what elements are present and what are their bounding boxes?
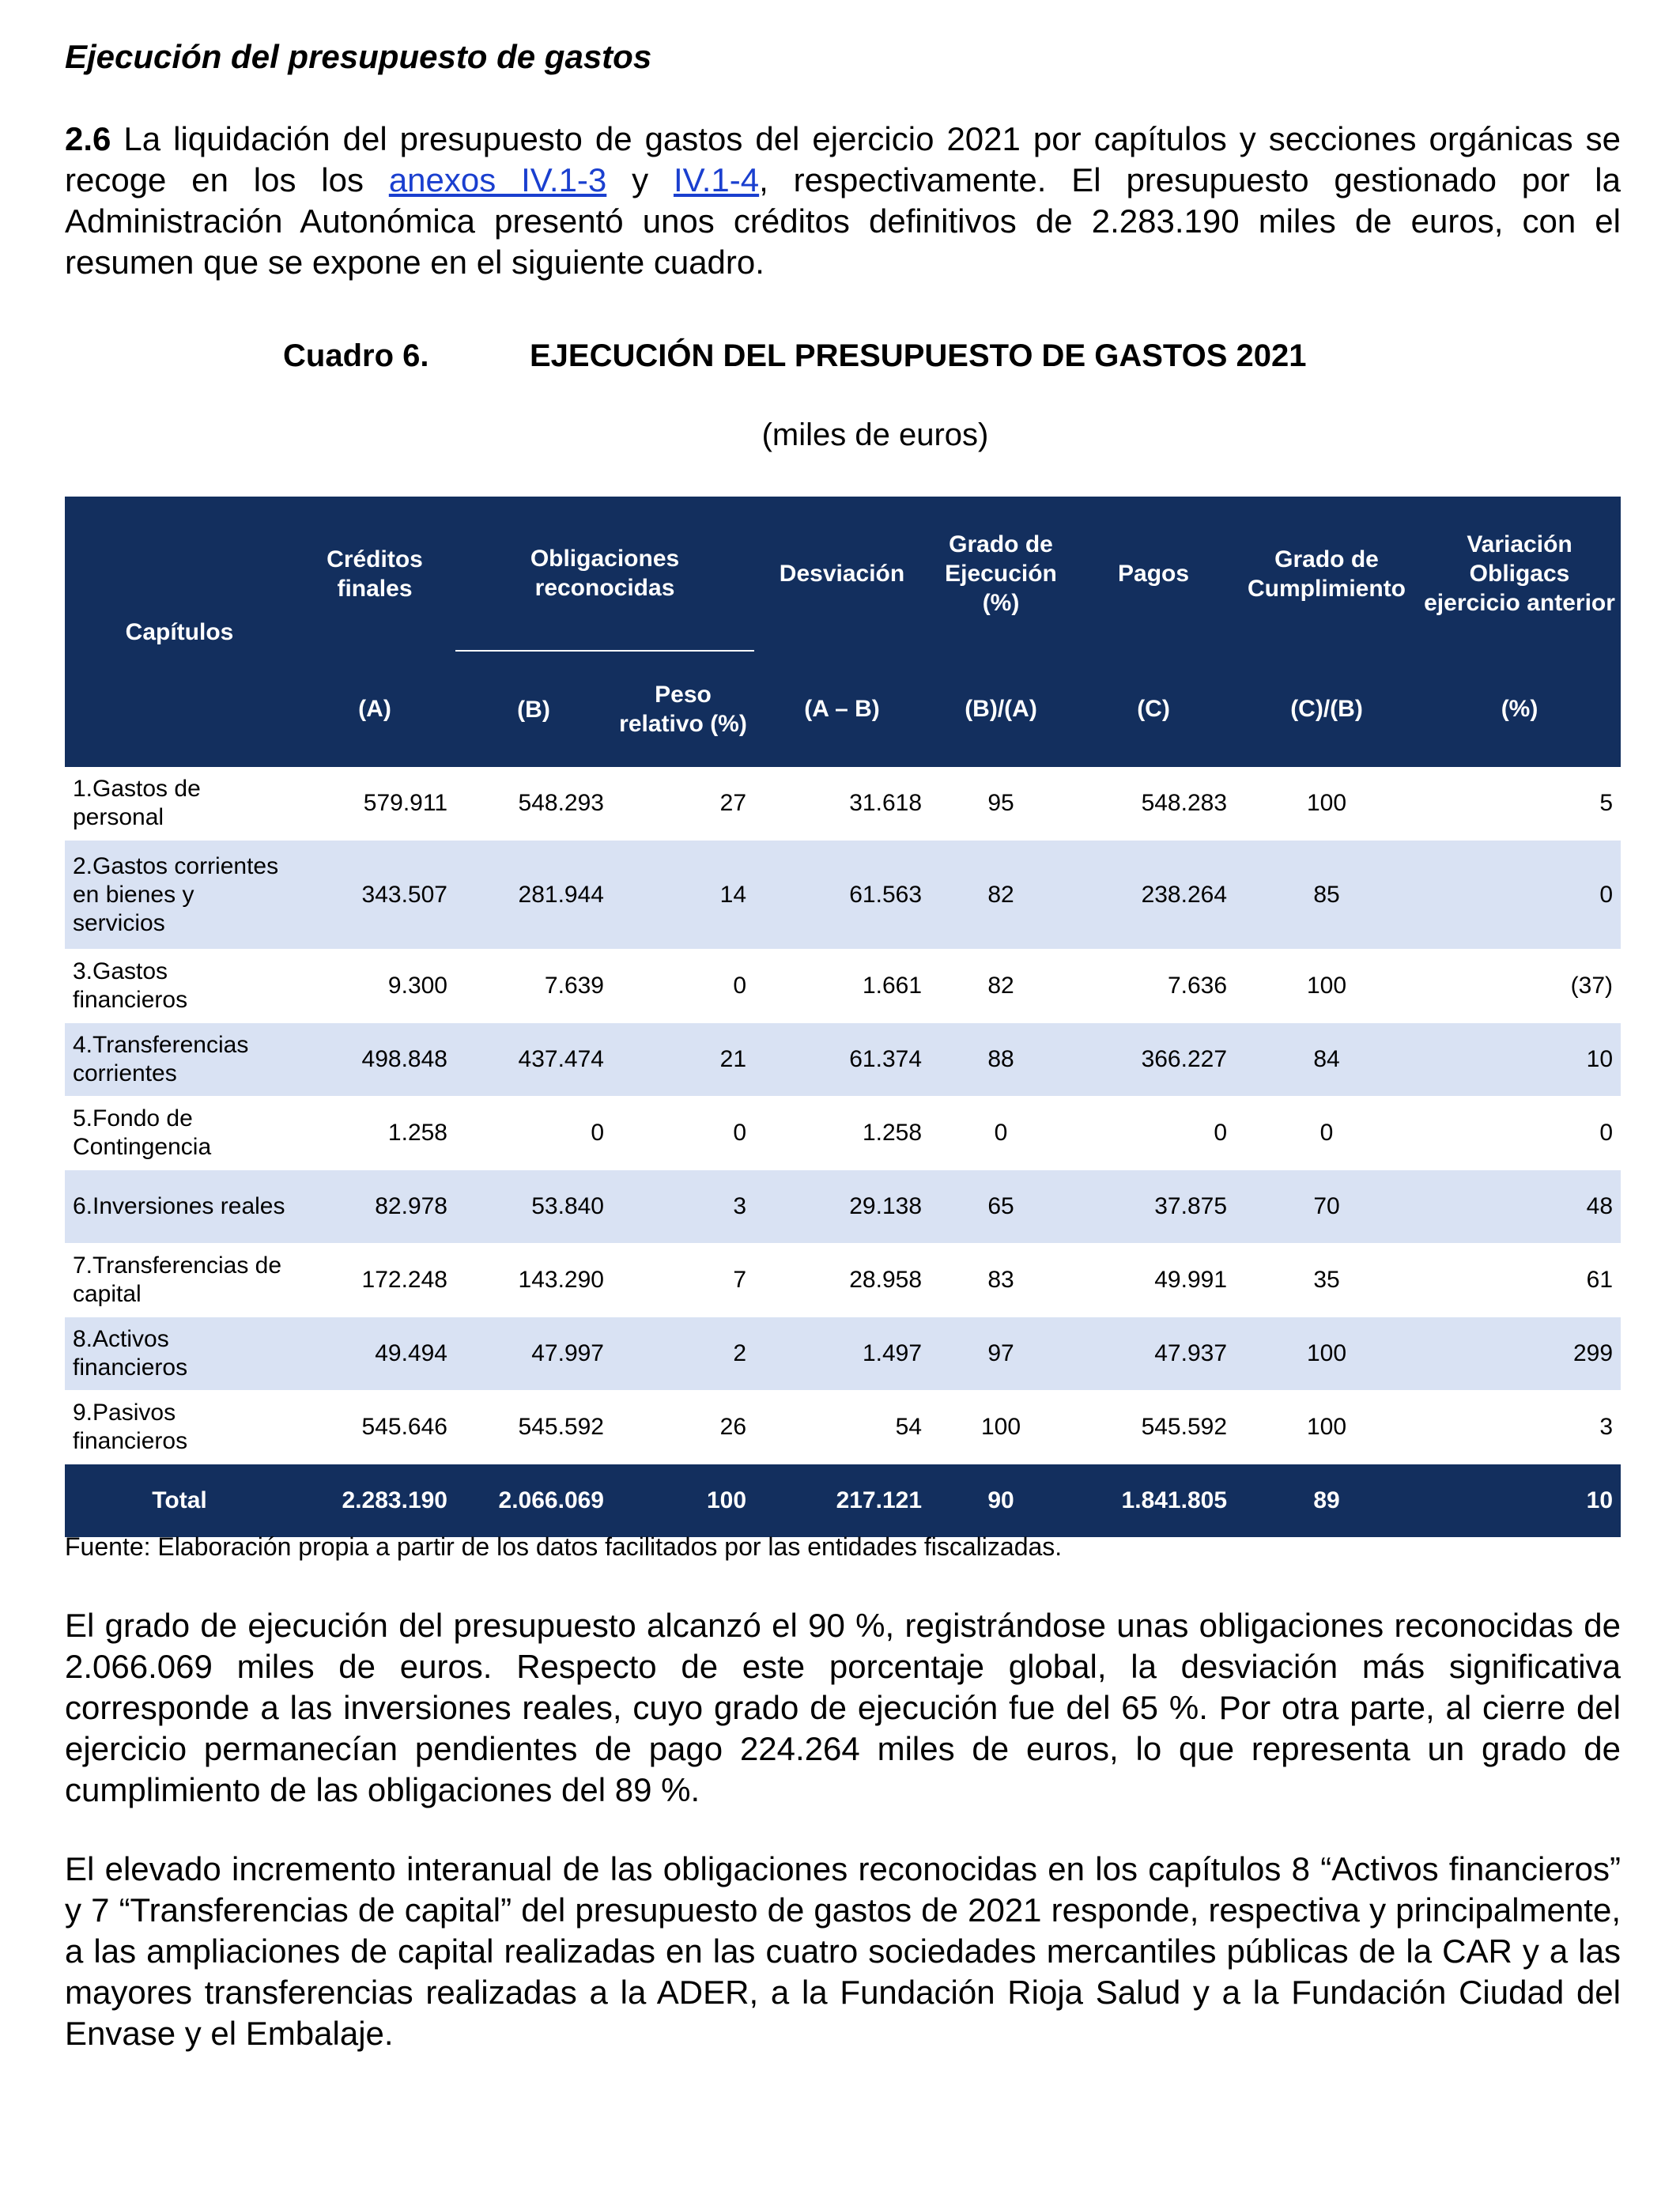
cell-grado-ejecucion: 95 (930, 767, 1072, 841)
section-heading: Ejecución del presupuesto de gastos (65, 38, 652, 75)
header-b: (B) (455, 651, 612, 767)
header-grado-ejecucion: Grado de Ejecución (%) (930, 497, 1072, 651)
header-grado-cumplimiento: Grado de Cumplimiento (1235, 497, 1418, 651)
paragraph-execution: El grado de ejecución del presupuesto alcanzó el 90 %, registrándose unas obligaciones reconocidas de 2.066.069 miles de euros. Respecto de este porcentaje global, la desviación más significativa corresponde a las inversiones reales, cuyo grado de ejecución fue del 65 %. Por otra parte, al cierre del ejercicio permanecían pendientes de pago 224.264 miles de euros, lo que representa un grado de cumplimiento de las obligaciones del 89 %. (65, 1607, 1621, 1808)
cell-grado-ejecucion: 65 (930, 1170, 1072, 1244)
cell-grado-ejecucion: 88 (930, 1023, 1072, 1097)
cell-desviacion: 1.258 (754, 1097, 930, 1170)
cell-grado-ejecucion: 97 (930, 1317, 1072, 1391)
cell-grado-cumplimiento: 35 (1235, 1244, 1418, 1317)
row-capitulo: 9.Pasivos financieros (65, 1391, 294, 1464)
cell-peso: 2 (612, 1317, 754, 1391)
header-desviacion: Desviación (754, 497, 930, 651)
cell-grado-cumplimiento: 100 (1235, 950, 1418, 1023)
cell-obligaciones: 437.474 (455, 1023, 612, 1097)
header-b-a: (B)/(A) (930, 651, 1072, 767)
total-grado-ejecucion: 90 (930, 1464, 1072, 1538)
paragraph-text-3: , respectivamente. El presupuesto gestionado por la Administración Autonómica presentó unos créditos definitivos de 2.283.190 miles de euros, con el resumen que se expone en el siguiente cuadro. (65, 161, 1621, 281)
cell-pagos: 0 (1072, 1097, 1235, 1170)
cell-grado-ejecucion: 100 (930, 1391, 1072, 1464)
paragraph-2-6 (65, 119, 1621, 283)
row-capitulo: 6.Inversiones reales (65, 1170, 294, 1244)
cell-grado-ejecucion: 82 (930, 950, 1072, 1023)
total-obligaciones: 2.066.069 (455, 1464, 612, 1538)
cell-pagos: 238.264 (1072, 841, 1235, 950)
cell-pagos: 47.937 (1072, 1317, 1235, 1391)
anexo-iv-1-4-link[interactable]: IV.1-4 (673, 161, 760, 198)
header-a: (A) (294, 651, 455, 767)
cell-obligaciones: 53.840 (455, 1170, 612, 1244)
header-pagos: Pagos (1072, 497, 1235, 651)
cell-grado-ejecucion: 83 (930, 1244, 1072, 1317)
cell-grado-cumplimiento: 100 (1235, 1391, 1418, 1464)
cell-peso: 0 (612, 950, 754, 1023)
cell-variacion: 3 (1418, 1391, 1621, 1464)
cell-desviacion: 28.958 (754, 1244, 930, 1317)
total-creditos: 2.283.190 (294, 1464, 455, 1538)
table-row (65, 767, 1621, 841)
cell-peso: 26 (612, 1391, 754, 1464)
header-variacion: Variación Obligacs ejercicio anterior (1418, 497, 1621, 651)
header-pct: (%) (1418, 651, 1621, 767)
header-c: (C) (1072, 651, 1235, 767)
cell-grado-cumplimiento: 85 (1235, 841, 1418, 950)
row-capitulo: 2.Gastos corrientes en bienes y servicios (65, 841, 294, 950)
row-capitulo: 4.Transferencias corrientes (65, 1023, 294, 1097)
total-label: Total (65, 1464, 294, 1538)
cell-pagos: 37.875 (1072, 1170, 1235, 1244)
total-desviacion: 217.121 (754, 1464, 930, 1538)
cell-creditos: 498.848 (294, 1023, 455, 1097)
cell-variacion: 48 (1418, 1170, 1621, 1244)
cell-peso: 3 (612, 1170, 754, 1244)
table-row (65, 1391, 1621, 1464)
cell-desviacion: 31.618 (754, 767, 930, 841)
cell-variacion: 5 (1418, 767, 1621, 841)
table-row (65, 1097, 1621, 1170)
paragraph-increment: El elevado incremento interanual de las obligaciones reconocidas en los capítulos 8 “Activos financieros” y 7 “Transferencias de capital” del presupuesto de gastos de 2021 responde, respectiva y principalmente, a las ampliaciones de capital realizadas en las cuatro sociedades mercantiles públicas de la CAR y a las mayores transferencias realizadas a la ADER, a la Fundación Rioja Salud y a la Fundación Ciudad del Envase y el Embalaje. (65, 1850, 1621, 2052)
cell-grado-cumplimiento: 100 (1235, 1317, 1418, 1391)
table-unit: (miles de euros) (761, 417, 989, 452)
cell-desviacion: 61.374 (754, 1023, 930, 1097)
cell-obligaciones: 548.293 (455, 767, 612, 841)
cell-obligaciones: 7.639 (455, 950, 612, 1023)
total-variacion: 10 (1418, 1464, 1621, 1538)
header-capitulos: Capítulos (65, 497, 294, 767)
paragraph-number: 2.6 (65, 120, 111, 157)
cell-variacion: 10 (1418, 1023, 1621, 1097)
cell-variacion: 61 (1418, 1244, 1621, 1317)
cell-creditos: 1.258 (294, 1097, 455, 1170)
table-row (65, 950, 1621, 1023)
cell-creditos: 172.248 (294, 1244, 455, 1317)
cell-grado-cumplimiento: 84 (1235, 1023, 1418, 1097)
budget-execution-table (65, 497, 1621, 1537)
total-row (65, 1464, 1621, 1538)
total-peso: 100 (612, 1464, 754, 1538)
header-obligaciones: Obligaciones reconocidas (455, 497, 754, 651)
row-capitulo: 7.Transferencias de capital (65, 1244, 294, 1317)
cell-grado-cumplimiento: 0 (1235, 1097, 1418, 1170)
table-row (65, 1317, 1621, 1391)
cell-grado-cumplimiento: 100 (1235, 767, 1418, 841)
cell-desviacion: 54 (754, 1391, 930, 1464)
row-capitulo: 1.Gastos de personal (65, 767, 294, 841)
cell-pagos: 548.283 (1072, 767, 1235, 841)
cell-pagos: 366.227 (1072, 1023, 1235, 1097)
table-row (65, 1023, 1621, 1097)
cell-peso: 21 (612, 1023, 754, 1097)
cell-grado-cumplimiento: 70 (1235, 1170, 1418, 1244)
cell-desviacion: 1.497 (754, 1317, 930, 1391)
cell-peso: 0 (612, 1097, 754, 1170)
row-capitulo: 5.Fondo de Contingencia (65, 1097, 294, 1170)
cell-pagos: 49.991 (1072, 1244, 1235, 1317)
cell-grado-ejecucion: 0 (930, 1097, 1072, 1170)
cell-creditos: 9.300 (294, 950, 455, 1023)
cell-peso: 7 (612, 1244, 754, 1317)
total-pagos: 1.841.805 (1072, 1464, 1235, 1538)
table-row (65, 1170, 1621, 1244)
cell-variacion: (37) (1418, 950, 1621, 1023)
paragraph-text-1: La liquidación del presupuesto de gastos del ejercicio 2021 por capítulos y secciones orgánicas se recoge en los los (65, 120, 1621, 198)
paragraph-text-2: y (606, 161, 674, 198)
cell-obligaciones: 0 (455, 1097, 612, 1170)
anexos-iv-1-3-link[interactable]: anexos IV.1-3 (388, 161, 607, 198)
cell-pagos: 7.636 (1072, 950, 1235, 1023)
cell-grado-ejecucion: 82 (930, 841, 1072, 950)
cell-peso: 27 (612, 767, 754, 841)
row-capitulo: 8.Activos financieros (65, 1317, 294, 1391)
caption-number: Cuadro 6. (283, 338, 429, 373)
cell-obligaciones: 47.997 (455, 1317, 612, 1391)
cell-variacion: 0 (1418, 841, 1621, 950)
cell-pagos: 545.592 (1072, 1391, 1235, 1464)
header-creditos: Créditos finales (294, 497, 455, 651)
cell-obligaciones: 545.592 (455, 1391, 612, 1464)
cell-desviacion: 29.138 (754, 1170, 930, 1244)
cell-variacion: 0 (1418, 1097, 1621, 1170)
cell-creditos: 343.507 (294, 841, 455, 950)
cell-peso: 14 (612, 841, 754, 950)
cell-creditos: 579.911 (294, 767, 455, 841)
cell-desviacion: 1.661 (754, 950, 930, 1023)
table-row (65, 1244, 1621, 1317)
cell-creditos: 82.978 (294, 1170, 455, 1244)
caption-title: EJECUCIÓN DEL PRESUPUESTO DE GASTOS 2021 (530, 338, 1307, 373)
cell-creditos: 545.646 (294, 1391, 455, 1464)
cell-obligaciones: 281.944 (455, 841, 612, 950)
header-a-b: (A – B) (754, 651, 930, 767)
header-peso: Peso relativo (%) (612, 651, 754, 767)
table-source-note: Fuente: Elaboración propia a partir de los datos facilitados por las entidades fiscalizadas. (65, 1532, 1063, 1561)
total-grado-cumplimiento: 89 (1235, 1464, 1418, 1538)
cell-obligaciones: 143.290 (455, 1244, 612, 1317)
table-row (65, 841, 1621, 950)
cell-desviacion: 61.563 (754, 841, 930, 950)
row-capitulo: 3.Gastos financieros (65, 950, 294, 1023)
cell-variacion: 299 (1418, 1317, 1621, 1391)
header-c-b: (C)/(B) (1235, 651, 1418, 767)
cell-creditos: 49.494 (294, 1317, 455, 1391)
